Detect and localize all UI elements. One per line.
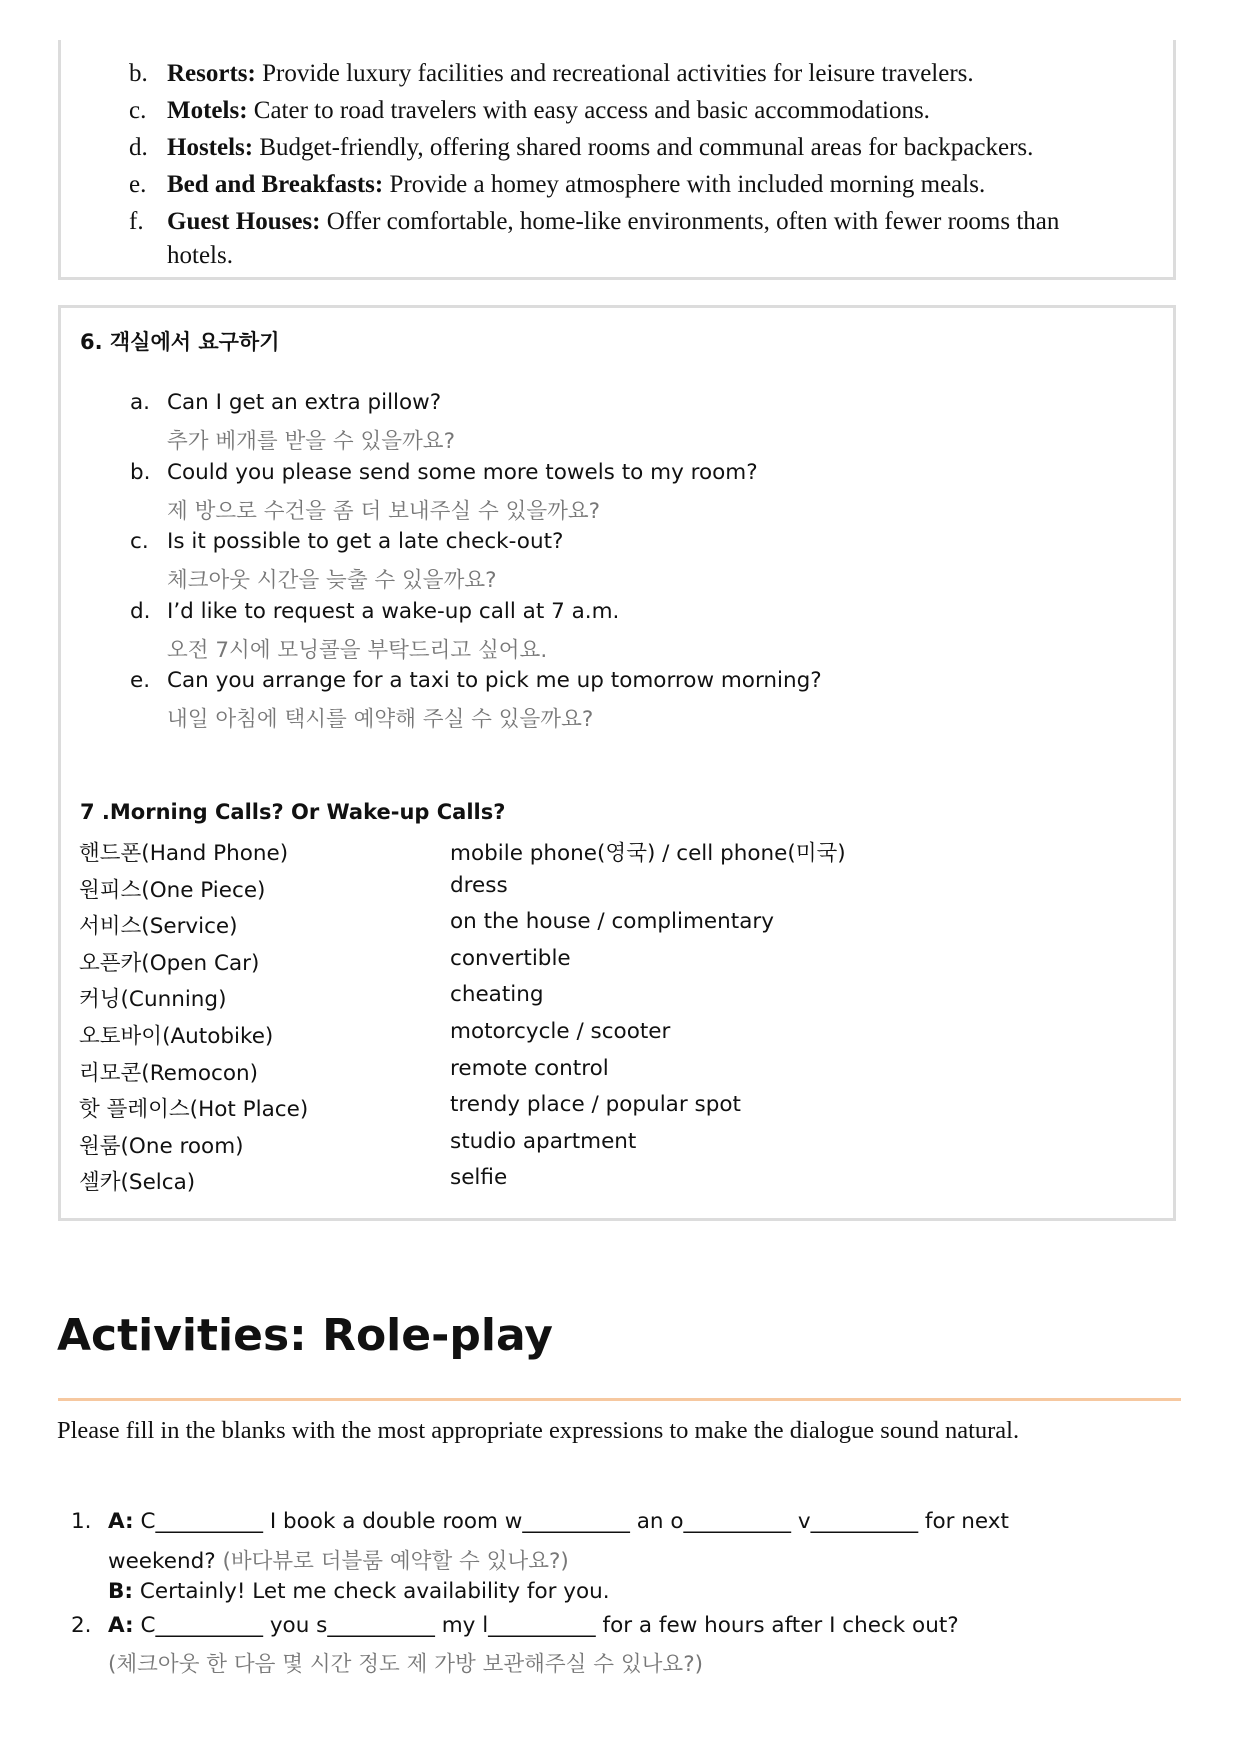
english-term: motorcycle / scooter <box>450 1019 671 1044</box>
request-english: Can you arrange for a taxi to pick me up tomorrow morning? <box>167 668 822 693</box>
request-english: Could you please send some more towels to my room? <box>167 459 758 485</box>
speaker-a: A: <box>108 1509 134 1534</box>
q2-korean: (체크아웃 한 다음 몇 시간 정도 제 가방 보관해주실 수 있나요?) <box>108 1652 703 1677</box>
list-marker: f. <box>129 208 144 235</box>
konglish-term: 커닝(Cunning) <box>79 987 227 1013</box>
english-term: selfie <box>450 1165 508 1191</box>
request-english: Can I get an extra pillow? <box>167 390 442 415</box>
item-description: Offer comfortable, home-like environments, often with fewer rooms than <box>320 208 1060 235</box>
konglish-term: 원룸(One room) <box>79 1133 244 1159</box>
list-marker: e. <box>129 171 147 198</box>
item-term: Guest Houses: <box>167 208 321 235</box>
list-item <box>167 134 1033 162</box>
item-term: Resorts: <box>167 60 256 87</box>
list-marker: d. <box>130 598 151 624</box>
item-description: Provide a homey atmosphere with included morning meals. <box>383 171 986 198</box>
english-term: convertible <box>450 945 571 971</box>
q1-answer <box>108 1579 610 1604</box>
item-description: Provide luxury facilities and recreational activities for leisure travelers. <box>255 60 974 87</box>
konglish-term: 핸드폰(Hand Phone) <box>79 841 289 866</box>
q1-line-1[interactable] <box>108 1509 1009 1534</box>
request-korean: 추가 베개를 받을 수 있을까요? <box>167 429 455 454</box>
request-korean: 제 방으로 수건을 좀 더 보내주실 수 있을까요? <box>167 498 601 524</box>
activities-heading: Activities: Role-play <box>57 1310 553 1361</box>
section-7-title: 7 .Morning Calls? Or Wake-up Calls? <box>80 800 506 824</box>
item-description: Budget-friendly, offering shared rooms and communal areas for backpackers. <box>253 134 1034 161</box>
english-term: mobile phone(영국) / cell phone(미국) <box>450 841 846 866</box>
item-term: Bed and Breakfasts: <box>167 171 384 198</box>
list-marker: b. <box>129 60 148 87</box>
instruction-text: Please fill in the blanks with the most appropriate expressions to make the dialogue sound natural. <box>57 1417 1020 1444</box>
q2-line-1[interactable] <box>108 1613 959 1638</box>
konglish-term: 서비스(Service) <box>79 914 238 940</box>
request-korean: 오전 7시에 모닝콜을 부탁드리고 싶어요. <box>167 637 548 663</box>
english-term: dress <box>450 872 508 898</box>
request-english: Is it possible to get a late check-out? <box>167 529 564 554</box>
question-number: 1. <box>71 1509 92 1534</box>
english-term: studio apartment <box>450 1128 637 1154</box>
english-term: trendy place / popular spot <box>450 1092 741 1118</box>
item-description-continued: hotels. <box>167 242 233 269</box>
list-marker: b. <box>130 459 151 485</box>
q1-line-2 <box>108 1544 569 1575</box>
request-korean: 체크아웃 시간을 늦출 수 있을까요? <box>167 568 497 593</box>
request-english: I’d like to request a wake-up call at 7 a.m. <box>167 598 620 624</box>
list-item <box>167 97 930 125</box>
list-item <box>167 208 1059 236</box>
list-item <box>167 60 974 88</box>
speaker-a: A: <box>108 1613 134 1638</box>
question-number: 2. <box>71 1613 92 1638</box>
q2-text-with-blanks: C__________ you s__________ my l__________ for a few hours after I check out? <box>133 1613 959 1638</box>
konglish-term: 오토바이(Autobike) <box>79 1024 274 1049</box>
list-marker: c. <box>129 97 147 124</box>
konglish-term: 원피스(One Piece) <box>79 877 266 903</box>
list-marker: d. <box>129 134 148 161</box>
q1-answer-text: Certainly! Let me check availability for you. <box>133 1579 610 1604</box>
heading-divider <box>58 1398 1181 1401</box>
q1-korean: (바다뷰로 더블룸 예약할 수 있나요?) <box>215 1549 569 1574</box>
list-marker: e. <box>130 668 151 693</box>
section-6-title: 6. 객실에서 요구하기 <box>80 330 280 354</box>
konglish-term: 오픈카(Open Car) <box>79 950 260 976</box>
list-item <box>167 171 985 199</box>
list-marker: a. <box>130 390 151 415</box>
item-description: Cater to road travelers with easy access and basic accommodations. <box>247 97 930 124</box>
english-term: cheating <box>450 982 544 1008</box>
english-term: on the house / complimentary <box>450 909 774 935</box>
konglish-term: 리모콘(Remocon) <box>79 1060 258 1086</box>
item-term: Motels: <box>167 97 248 124</box>
english-term: remote control <box>450 1055 609 1081</box>
q1-text-with-blanks: C__________ I book a double room w__________ an o__________ v__________ for next <box>133 1509 1009 1534</box>
item-term: Hostels: <box>167 134 254 161</box>
request-korean: 내일 아침에 택시를 예약해 주실 수 있을까요? <box>167 707 594 732</box>
list-marker: c. <box>130 529 149 554</box>
konglish-term: 셀카(Selca) <box>79 1170 196 1196</box>
q1-text: weekend? <box>108 1549 216 1574</box>
speaker-b: B: <box>108 1579 133 1604</box>
konglish-term: 핫 플레이스(Hot Place) <box>79 1097 309 1123</box>
